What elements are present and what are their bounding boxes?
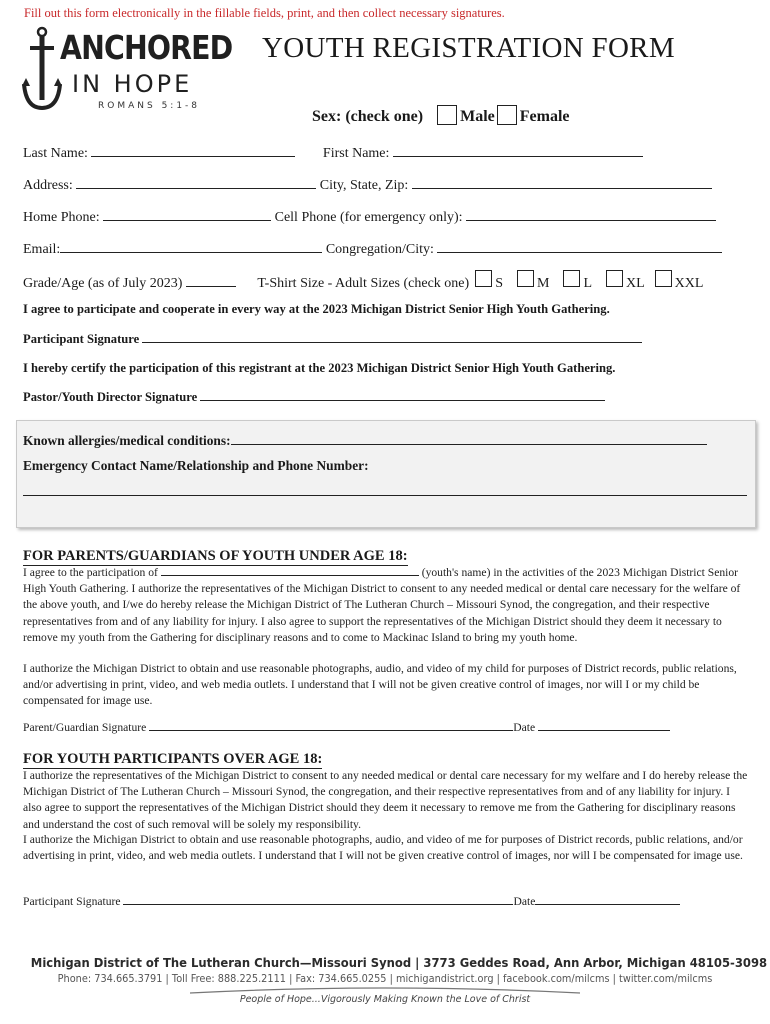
name-row (23, 143, 643, 162)
pastor-signature-field[interactable] (200, 391, 605, 401)
parents-media-paragraph: I authorize the Michigan District to obtain and use reasonable photographs, audio, and video of my child for purposes of District records, public relations, and/or advertising in print, video, and web media outlets. I understand that I will not be given creative control of images, nor will I or my child be compensated for image use. (23, 662, 737, 708)
parents-intro: I agree to the participation of (23, 566, 158, 579)
footer-contact: Phone: 734.665.3791 | Toll Free: 888.225.2111 | Fax: 734.665.0255 | michigandistrict.org | facebook.com/milcms | twitter.com/milcms (57, 973, 713, 985)
logo-line1: ANCHORED (60, 28, 233, 67)
agreement-statement: I agree to participate and cooperate in every way at the 2023 Michigan District Senior High Youth Gathering. (23, 302, 610, 316)
congregation-field[interactable] (437, 239, 722, 253)
pastor-signature-label: Pastor/Youth Director Signature (23, 390, 198, 404)
last-name-field[interactable] (91, 143, 295, 157)
cell-phone-label: Cell Phone (for emergency only): (274, 210, 463, 225)
form-instructions: Fill out this form electronically in the fillable fields, print, and then collect necessary signatures. (24, 6, 505, 20)
parent-signature-field[interactable] (149, 720, 513, 731)
emergency-contact-field[interactable] (23, 482, 747, 496)
home-phone-field[interactable] (103, 207, 271, 221)
youth-date-field[interactable] (535, 894, 680, 905)
form-title: YOUTH REGISTRATION FORM (262, 32, 675, 64)
youth-signature-row (23, 894, 751, 910)
parents-consent-text: (youth's name) in the activities of the 2023 Michigan District Senior High Youth Gathering. I authorize the representatives of the Michigan District to consent to any needed medical or dental care necessary for the welfare of the above youth, and I/we do hereby release the Michigan District of The Lutheran Church – Missouri Synod, the congregation, and their respective representatives from and of any liability for injury. I also agree to support the representatives of the Michigan District should they deem it necessary to remove my youth from the Gathering for disciplinary reasons and to come to Mackinac Island to bring my youth home. (23, 566, 741, 644)
grade-tshirt-row (23, 270, 703, 292)
footer-tagline: People of Hope...Vigorously Making Known the Love of Christ (239, 994, 531, 1005)
last-name-label: Last Name: (23, 146, 88, 161)
tshirt-label: T-Shirt Size - Adult Sizes (check one) (257, 276, 470, 291)
grade-age-label: Grade/Age (as of July 2023) (23, 276, 183, 291)
allergies-label: Known allergies/medical conditions: (23, 433, 231, 448)
footer-address: Michigan District of The Lutheran Church—Missouri Synod | 3773 Geddes Road, Ann Arbor, Michigan 48105-3098 (30, 955, 768, 970)
logo-line2: IN HOPE (72, 70, 193, 98)
size-l-checkbox[interactable] (563, 270, 580, 287)
address-field[interactable] (76, 175, 316, 189)
anchor-icon (22, 26, 62, 112)
size-xl-checkbox[interactable] (606, 270, 623, 287)
email-field[interactable] (60, 239, 322, 253)
youth-media-paragraph: I authorize the Michigan District to obtain and use reasonable photographs, audio, and video of me for purposes of District records, public relations, and/or advertising in print, video, and web media outlets. I understand that I will not be given creative control of images, nor will I be compensated for image use. (23, 833, 743, 863)
size-m-checkbox[interactable] (517, 270, 534, 287)
grade-age-field[interactable] (186, 273, 236, 287)
participant-signature-field[interactable] (142, 333, 642, 343)
parent-date-field[interactable] (538, 720, 670, 731)
size-xxl-label: XXL (674, 276, 704, 291)
female-checkbox[interactable] (497, 105, 517, 125)
size-l-label: L (583, 276, 592, 291)
male-label: Male (460, 108, 495, 125)
youth-signature-label: Participant Signature (23, 895, 121, 908)
city-state-zip-field[interactable] (412, 175, 712, 189)
participant-signature-row (23, 332, 642, 347)
cell-phone-field[interactable] (466, 207, 716, 221)
parents-consent-paragraph (23, 565, 751, 646)
email-label: Email: (23, 242, 61, 257)
youth-consent-paragraph: I authorize the representatives of the Michigan District to consent to any needed medical or dental care necessary for my welfare and I do hereby release the Michigan District of The Lutheran Church – Missouri Synod, the congregation, and their respective representatives from and of any liability for injury. I also agree to support the representatives of the Michigan District should they deem it necessary to remove me from the Gathering for disciplinary reasons and understand the cost of such removal will be solely my responsibility. (23, 769, 748, 831)
female-label: Female (519, 108, 570, 125)
address-label: Address: (23, 178, 73, 193)
anchored-in-hope-logo (22, 26, 233, 112)
youth-signature-field[interactable] (123, 894, 513, 905)
sex-label: Sex: (check one) (312, 108, 424, 125)
parent-signature-label: Parent/Guardian Signature (23, 721, 147, 734)
address-row (23, 175, 712, 194)
certify-statement: I hereby certify the participation of this registrant at the 2023 Michigan District Senior High Youth Gathering. (23, 361, 616, 375)
logo-verse: ROMANS 5:1-8 (98, 101, 201, 111)
emergency-contact-label: Emergency Contact Name/Relationship and Phone Number: (23, 458, 369, 473)
male-checkbox[interactable] (437, 105, 457, 125)
city-state-zip-label: City, State, Zip: (319, 178, 409, 193)
email-row (23, 239, 722, 258)
size-xl-label: XL (626, 276, 645, 291)
parents-section-heading: FOR PARENTS/GUARDIANS OF YOUTH UNDER AGE 18: (23, 548, 408, 564)
phone-row (23, 207, 716, 226)
first-name-field[interactable] (393, 143, 643, 157)
size-s-checkbox[interactable] (475, 270, 492, 287)
youth-date-label: Date (513, 895, 536, 908)
participant-signature-label: Participant Signature (23, 332, 140, 346)
allergies-field[interactable] (231, 431, 707, 445)
sex-selection (312, 105, 570, 126)
size-s-label: S (495, 276, 503, 291)
size-xxl-checkbox[interactable] (655, 270, 672, 287)
size-m-label: M (536, 276, 550, 291)
youth-name-field[interactable] (161, 565, 419, 576)
youth-section-heading: FOR YOUTH PARTICIPANTS OVER AGE 18: (23, 751, 323, 767)
pastor-signature-row (23, 390, 605, 405)
allergies-row (23, 431, 707, 449)
parent-date-label: Date (513, 721, 536, 734)
congregation-label: Congregation/City: (325, 242, 434, 257)
home-phone-label: Home Phone: (23, 210, 100, 225)
first-name-label: First Name: (322, 146, 390, 161)
parent-signature-row (23, 720, 751, 736)
